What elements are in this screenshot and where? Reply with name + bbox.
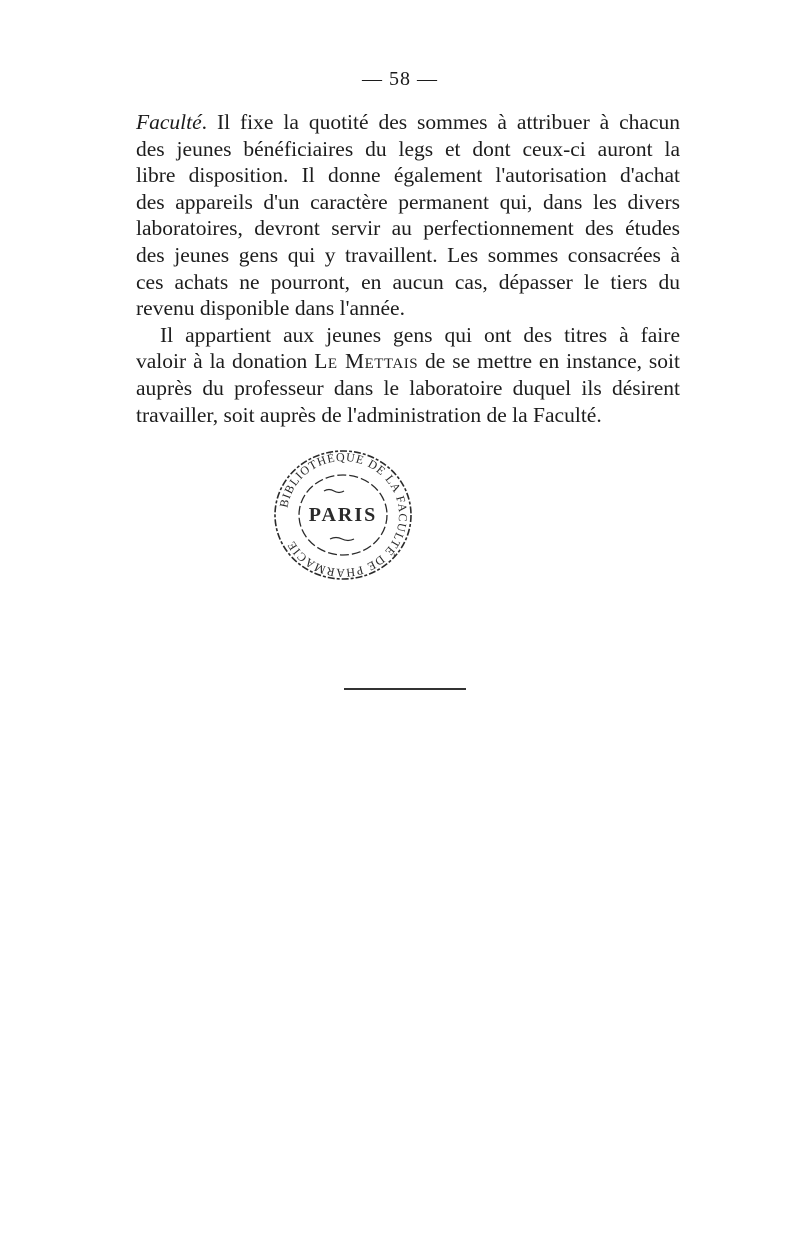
text-line: travailler, soit auprès de l'administration de la Faculté. bbox=[136, 402, 602, 427]
text-line: libre disposition. Il donne également l'autorisation d'achat bbox=[136, 163, 680, 188]
text-line: ces achats ne pourront, en aucun cas, dépasser le tiers du bbox=[136, 269, 680, 294]
text-line: laboratoires, devront servir au perfectionnement des études bbox=[136, 216, 680, 241]
text-line: revenu disponible dans l'année. bbox=[136, 296, 405, 321]
text-fragment: de se mettre en instance, soit bbox=[418, 349, 680, 374]
body-text bbox=[136, 109, 680, 428]
text-emphasis: Faculté bbox=[136, 110, 202, 134]
section-end-rule bbox=[344, 688, 466, 690]
text-line: des appareils d'un caractère permanent qui, dans les divers bbox=[136, 189, 680, 214]
page-number: — 58 — bbox=[362, 68, 438, 90]
stamp-center-text: PARIS bbox=[308, 504, 378, 526]
text-line: des jeunes gens qui y travaillent. Les sommes consacrées à bbox=[136, 242, 680, 267]
text-fragment: valoir à la donation bbox=[136, 349, 315, 374]
text-line: des jeunes bénéficiaires du legs et dont ceux-ci auront la bbox=[136, 136, 680, 161]
text-fragment: . Il fixe la quotité des sommes à attribuer à chacun bbox=[201, 110, 680, 134]
text-line bbox=[136, 109, 680, 136]
stamp-ornament-top bbox=[324, 490, 344, 493]
stamp-ornament-bottom bbox=[330, 538, 354, 541]
text-line: auprès du professeur dans le laboratoire duquel ils désirent bbox=[136, 375, 680, 400]
library-stamp bbox=[268, 445, 418, 585]
text-line: Il appartient aux jeunes gens qui ont des titres à faire bbox=[160, 322, 680, 347]
stamp-ring-text: BIBLIOTHÈQUE DE LA FACULTÉ DE PHARMACIE bbox=[276, 449, 411, 581]
donor-name: Le Mettais bbox=[314, 349, 419, 374]
text-line bbox=[136, 348, 680, 375]
